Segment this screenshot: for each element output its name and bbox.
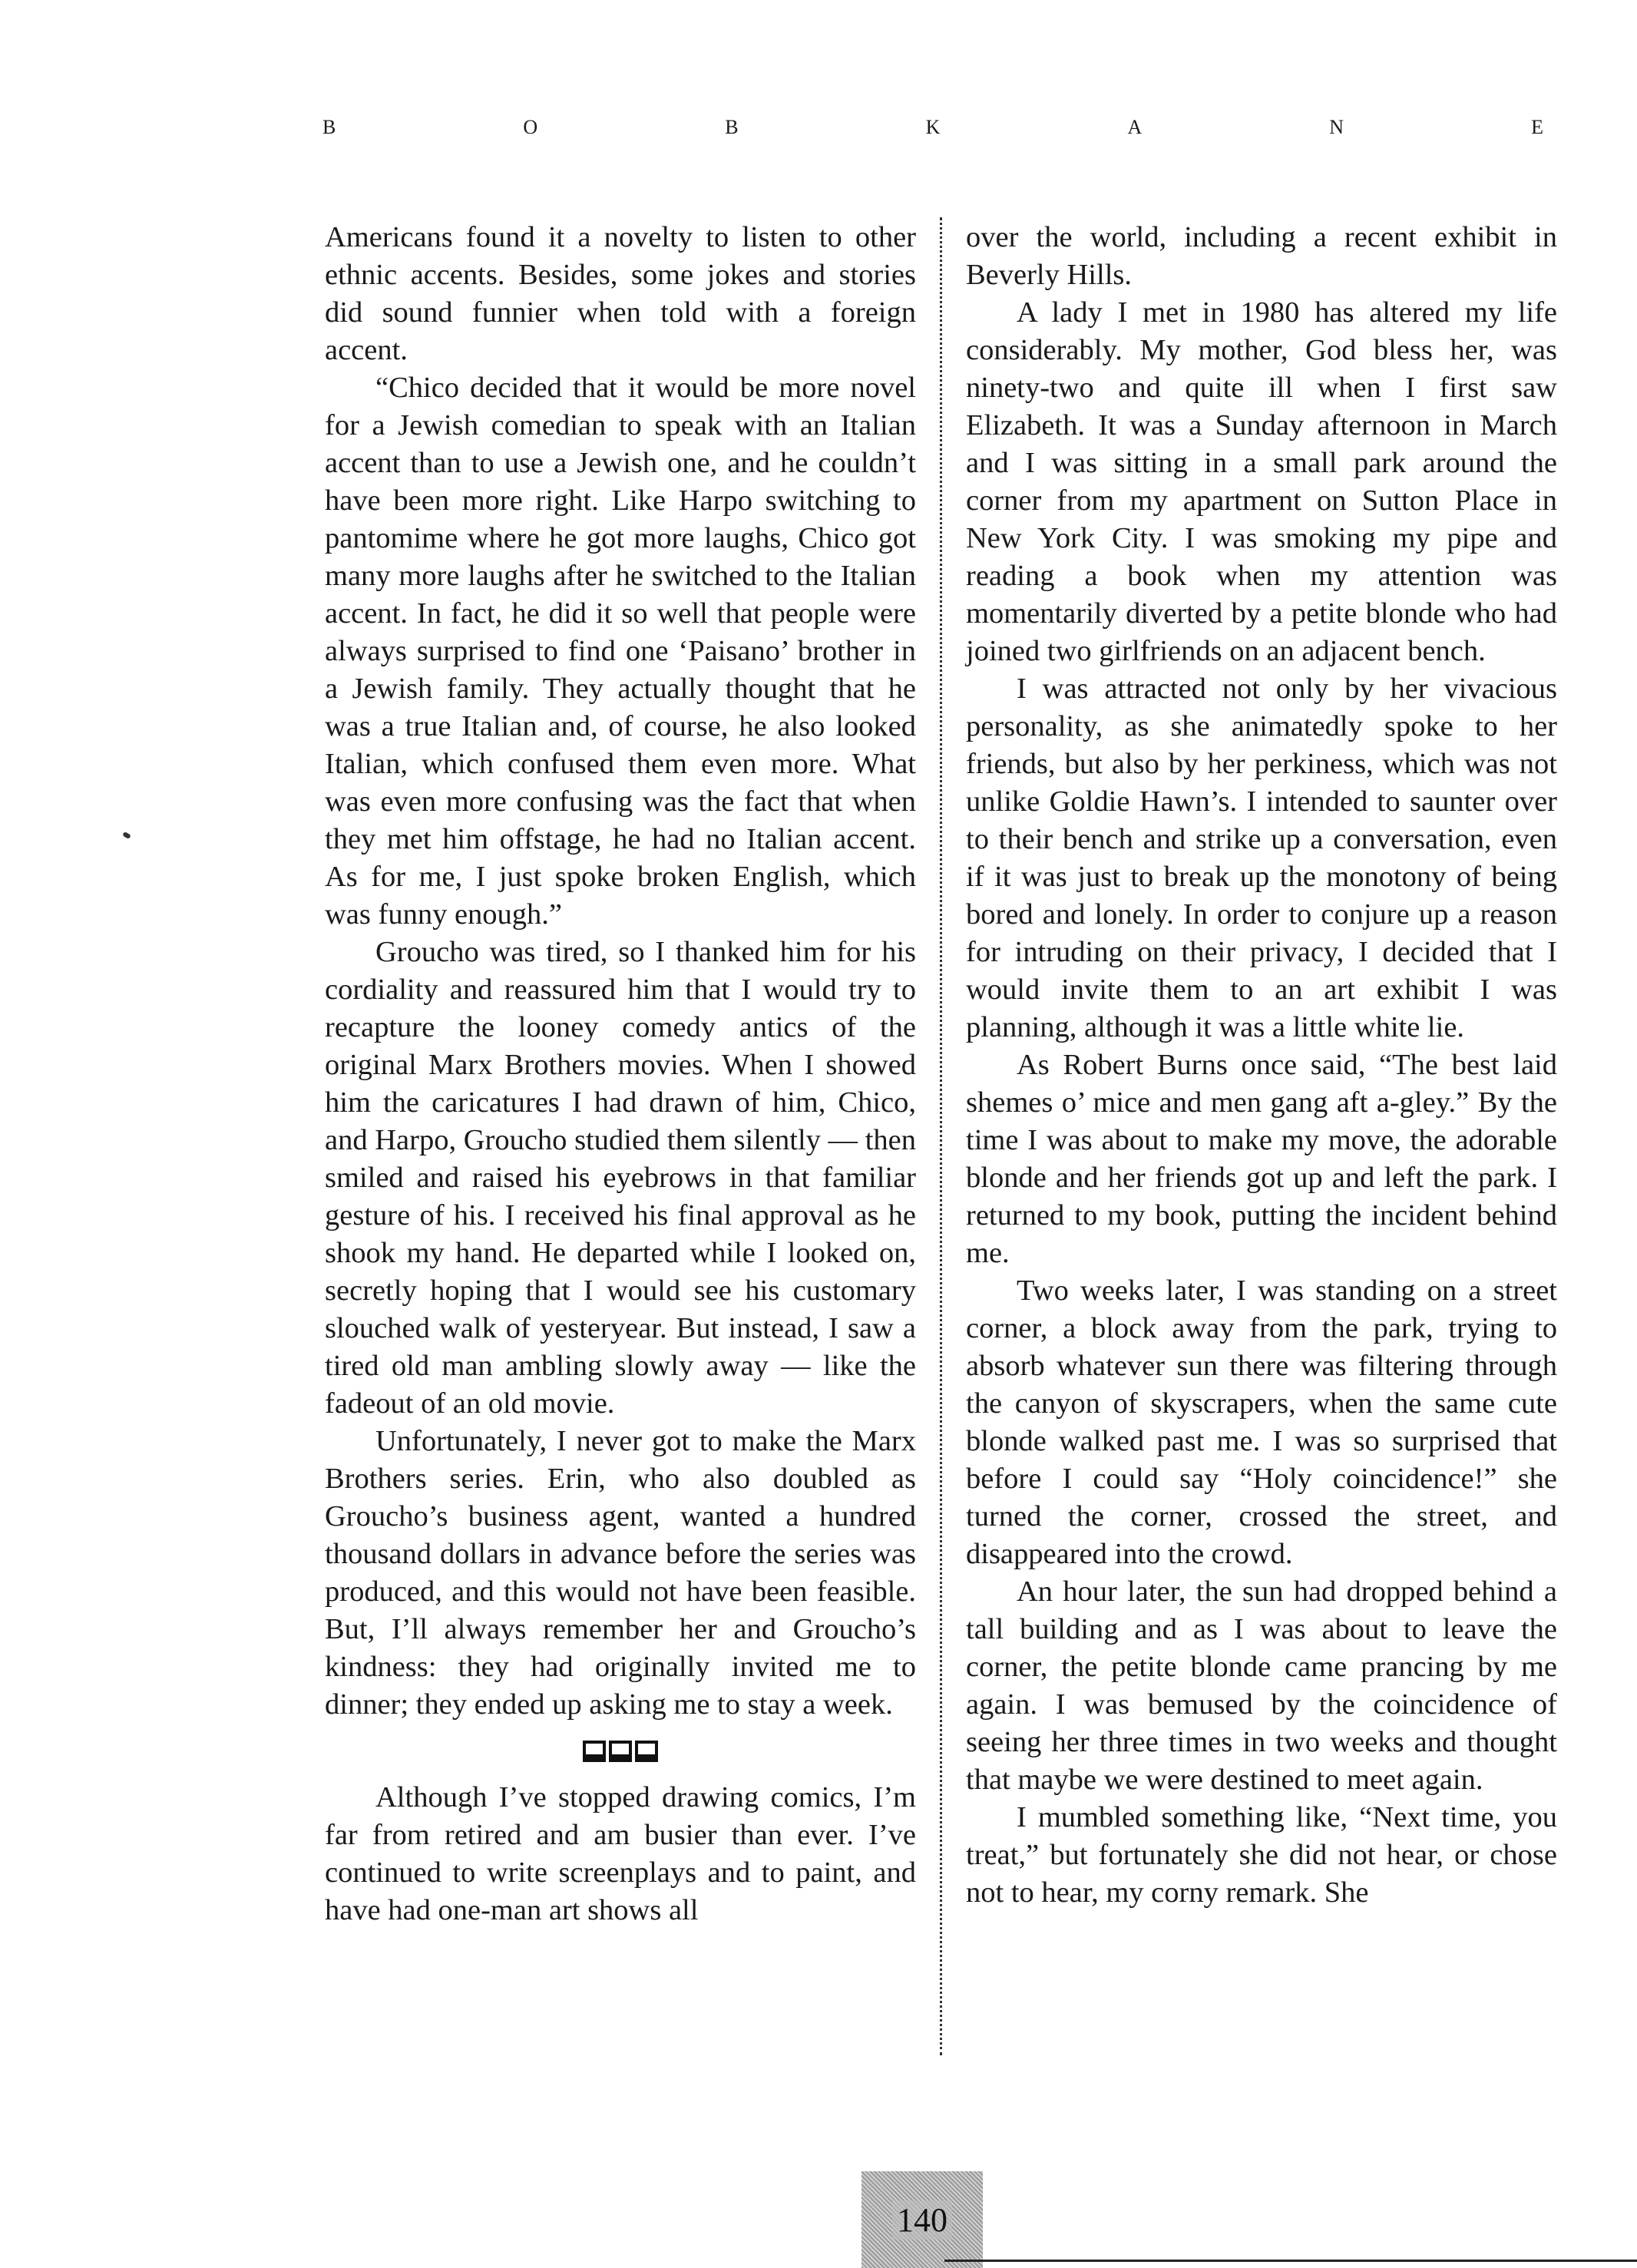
column-divider bbox=[940, 217, 942, 2055]
page-number-tab bbox=[861, 2171, 983, 2268]
paragraph: Two weeks later, I was standing on a street corner, a block away from the park, trying to absorb whatever sun there was filtering through the canyon of skyscrapers, when the same cute blonde walked past me. I was so surprised that before I could say “Holy coincidence!” she turned the corner, crossed the street, and disappeared into the crowd. bbox=[966, 1275, 1557, 1570]
paragraph: Unfortunately, I never got to make the Marx Brothers series. Erin, who also doubled as Groucho’s business agent, wanted a hundred thousand dollars in advance before the series was produced, and this would not have been feasible. But, I’ll always remember her and Groucho’s kindness: they had originally invited me to dinner; they ended up asking me to stay a week. bbox=[325, 1425, 916, 1721]
paragraph: Groucho was tired, so I thanked him for his cordiality and reassured him that I would try to recapture the looney comedy antics of the original Marx Brothers movies. When I showed him the caricatures I had drawn of him, Chico, and Harpo, Groucho studied them silently — then smiled and raised his eyebrows in that familiar gesture of his. I received his final approval as he shook my hand. He departed while I looked on, secretly hoping that I would see his customary slouched walk of yesteryear. But instead, I saw a tired old man ambling slowly away — like the fadeout of an old movie. bbox=[325, 936, 916, 1420]
ornament-box-icon bbox=[635, 1741, 658, 1762]
left-column bbox=[325, 219, 916, 1929]
paragraph: I mumbled something like, “Next time, you treat,” but fortunately she did not hear, or chose not to hear, my corny remark. She bbox=[966, 1801, 1557, 1909]
header-letter: B bbox=[725, 116, 740, 138]
header-letter: N bbox=[1329, 116, 1346, 138]
page-number: 140 bbox=[892, 2200, 952, 2240]
paragraph: Americans found it a novelty to listen to other ethnic accents. Besides, some jokes and stories did sound funnier when told with a foreign accent. bbox=[325, 221, 916, 366]
paragraph: A lady I met in 1980 has altered my life considerably. My mother, God bless her, was ninety-two and quite ill when I first saw Elizabeth. It was a Sunday afternoon in March and I was sitting in a small park around the corner from my apartment on Sutton Place in New York City. I was smoking my pipe and reading a book when my attention was momentarily diverted by a petite blonde who had joined two girlfriends on an adjacent bench. bbox=[966, 296, 1557, 667]
paragraph: As Robert Burns once said, “The best laid shemes o’ mice and men gang aft a-gley.” By the time I was about to make my move, the adorable blonde and her friends got up and left the park. I returned to my book, putting the incident behind me. bbox=[966, 1049, 1557, 1269]
paragraph: An hour later, the sun had dropped behind a tall building and as I was about to leave the corner, the petite blonde came prancing by me again. I was bemused by the coincidence of seeing her three times in two weeks and thought that maybe we were destined to meet again. bbox=[966, 1575, 1557, 1796]
ornament-box-icon bbox=[583, 1741, 606, 1762]
paragraph: Although I’ve stopped drawing comics, I’m far from retired and am busier than ever. I’ve continued to write screenplays and to paint, and have had one-man art shows all bbox=[325, 1781, 916, 1926]
paragraph: over the world, including a recent exhibit in Beverly Hills. bbox=[966, 221, 1557, 291]
section-break-ornament bbox=[325, 1741, 916, 1762]
header-letter: B bbox=[322, 116, 338, 138]
running-header bbox=[322, 112, 1545, 143]
print-speck bbox=[122, 831, 131, 839]
paragraph: “Chico decided that it would be more novel for a Jewish comedian to speak with an Italian accent than to use a Jewish one, and he couldn’t have been more right. Like Harpo switching to pantomime where he got more laughs, Chico got many more laughs after he switched to the Italian accent. In fact, he did it so well that people were always surprised to find one ‘Paisano’ brother in a Jewish family. They actually thought that he was a true Italian and, of course, he also looked Italian, which confused them even more. What was even more confusing was the fact that when they met him offstage, he had no Italian accent. As for me, I just spoke broken English, which was funny enough.” bbox=[325, 372, 916, 931]
header-letter: E bbox=[1531, 116, 1545, 138]
ornament-box-icon bbox=[609, 1741, 632, 1762]
header-letter: O bbox=[523, 116, 540, 138]
header-letter: K bbox=[925, 116, 942, 138]
footer-rule bbox=[944, 2260, 1637, 2262]
paragraph: I was attracted not only by her vivacious personality, as she animatedly spoke to her friends, but also by her perkiness, which was not unlike Goldie Hawn’s. I intended to saunter over to their bench and strike up a conversation, even if it was just to break up the monotony of being bored and lonely. In order to conjure up a reason for intruding on their privacy, I decided that I would invite them to an art exhibit I was planning, although it was a little white lie. bbox=[966, 673, 1557, 1043]
right-column bbox=[966, 219, 1557, 1912]
header-letter: A bbox=[1127, 116, 1144, 138]
